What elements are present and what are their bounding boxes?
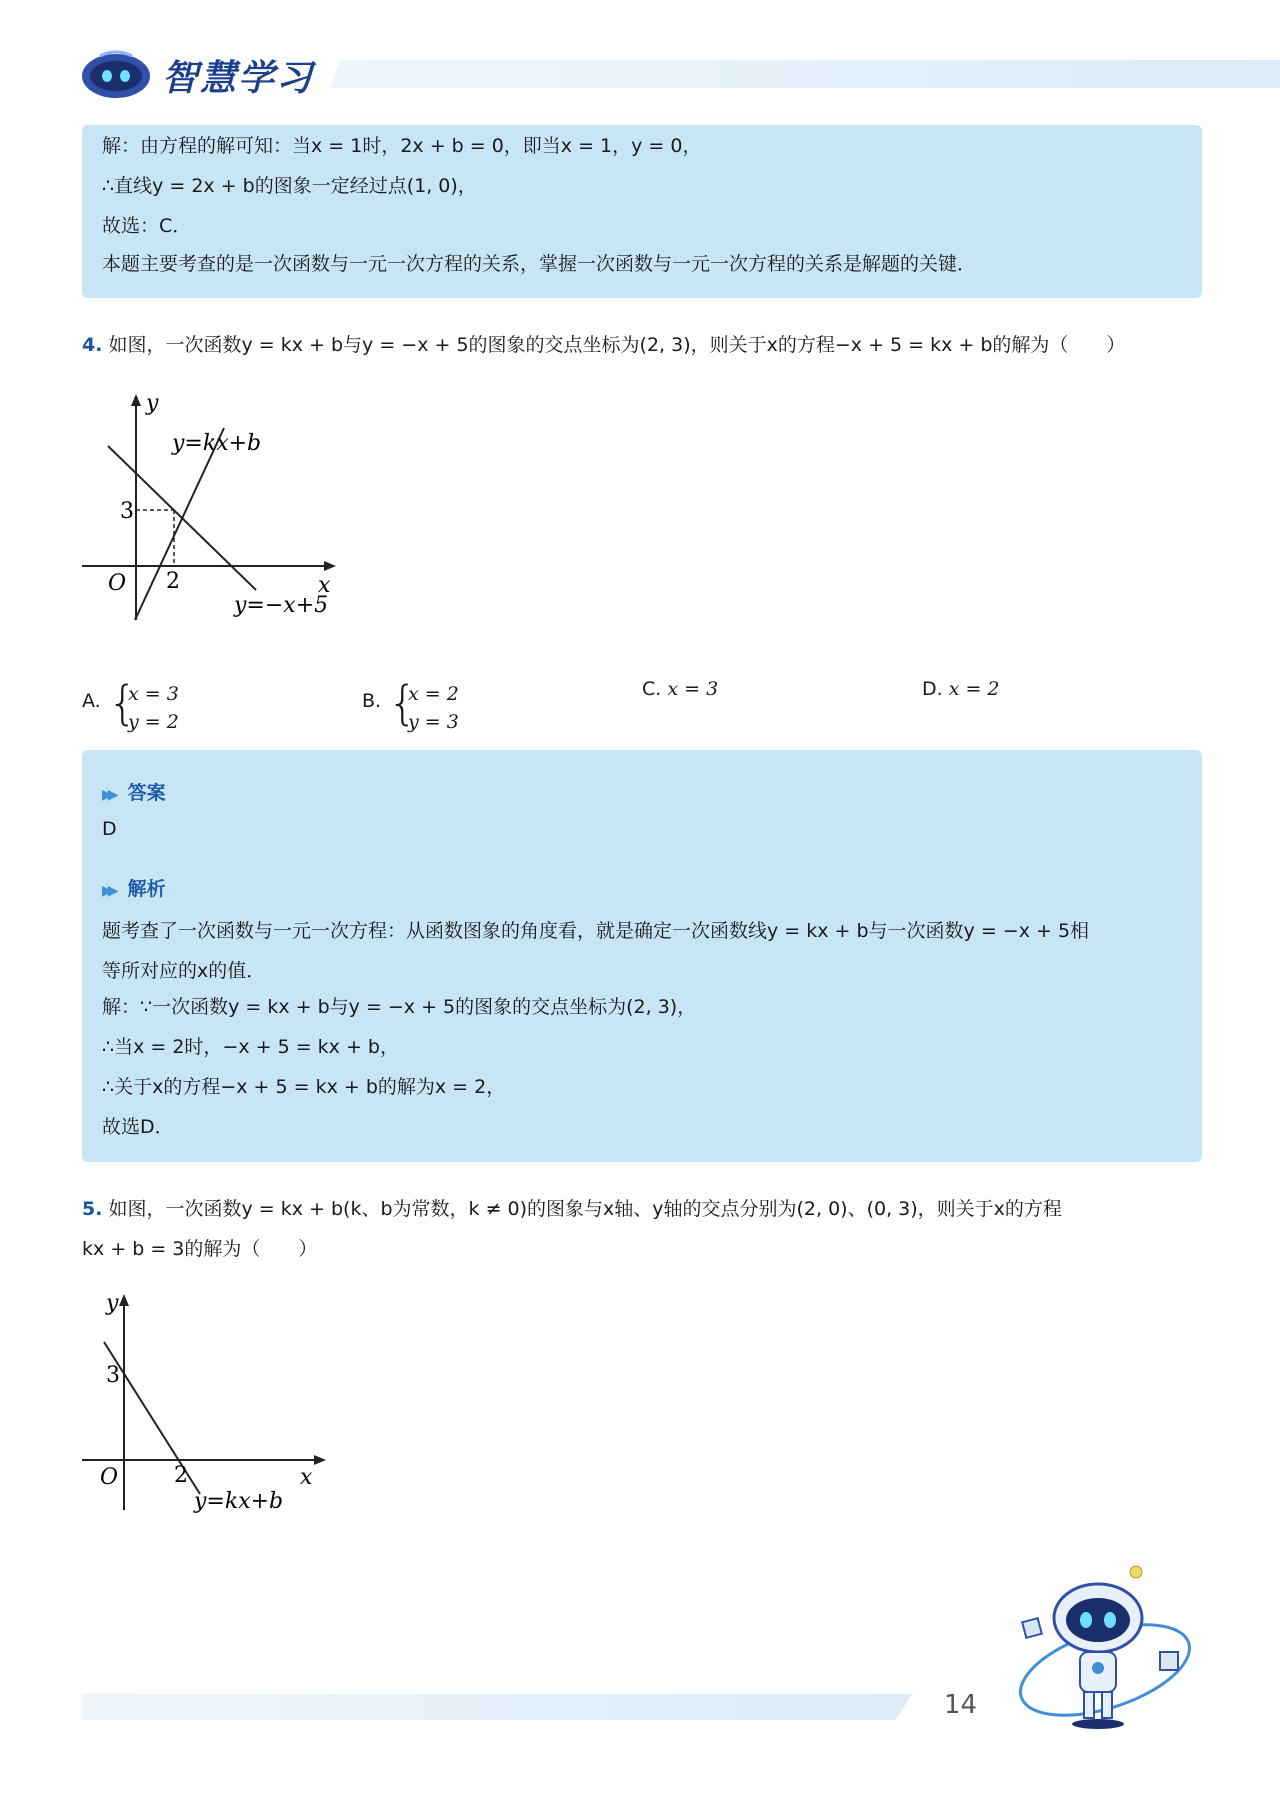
question-5-text-cont: kx + b = 3的解为（ ） [82,1238,318,1260]
brace-icon: { [108,676,138,730]
option-eq1: x = 2 [408,683,459,705]
robot-logo-icon [80,48,152,100]
option-c[interactable] [642,678,718,700]
y-axis-arrow-icon [119,1294,129,1306]
analysis-line: 解：∵一次函数y = kx + b与y = −x + 5的图象的交点坐标为(2, 3)， [102,996,697,1018]
y-axis-arrow-icon [131,394,141,406]
analysis-line: ∴当x = 2时，−x + 5 = kx + b， [102,1036,399,1058]
brace-icon: { [388,676,418,730]
question-number: 5. [82,1198,103,1220]
tick-x: 2 [166,569,180,594]
footer-band [82,1694,912,1720]
option-letter: C. [642,678,662,700]
tick-y: 3 [120,499,134,524]
option-d[interactable] [922,678,1000,700]
option-value: x = 2 [948,678,1000,700]
x-axis-arrow-icon [314,1455,326,1465]
double-chevron-icon: ▶▶ [102,787,114,803]
option-letter: B. [362,690,382,712]
tick-y: 3 [106,1363,120,1388]
option-value: x = 3 [667,678,719,700]
question-4-text [82,330,1125,357]
solution-box-q3 [82,125,1202,298]
analysis-heading [102,874,166,901]
analysis-line: 故选D． [102,1116,174,1138]
solution-line: 解：由方程的解可知：当x = 1时，2x + b = 0，即当x = 1，y = 0， [102,135,702,157]
option-letter: D. [922,678,943,700]
brand-title: 智慧学习 [162,58,315,99]
q4-graph [78,390,338,630]
x-label: x [300,1465,313,1490]
tick-x: 2 [174,1463,188,1488]
option-eq2: y = 3 [408,711,459,733]
robot-mascot-icon [1010,1560,1210,1740]
solution-line: 本题主要考查的是一次函数与一元一次方程的关系，掌握一次函数与一元一次方程的关系是解题的关键． [102,253,977,275]
analysis-line: ∴关于x的方程−x + 5 = kx + b的解为x = 2， [102,1076,506,1098]
solution-line: 故选：C． [102,215,192,237]
option-b[interactable] [362,676,459,733]
line2-label: y=−x+5 [234,593,329,618]
question-number: 4. [82,334,103,356]
answer-heading [102,778,166,805]
answer-box-q4 [82,750,1202,1162]
origin-label: O [108,571,127,596]
option-eq1: x = 3 [128,683,179,705]
x-label: x [318,573,331,598]
page-number: 14 [944,1690,978,1720]
q5-graph [78,1292,328,1520]
double-chevron-icon: ▶▶ [102,883,114,899]
option-a[interactable] [82,676,179,733]
origin-label: O [100,1465,119,1490]
answer-label: 答案 [127,782,166,804]
question-5-text [82,1194,1062,1221]
y-label: y [146,391,159,416]
line1-label: y=kx+b [172,431,262,456]
option-eq2: y = 2 [128,711,179,733]
question-stem: 如图，一次函数y = kx + b与y = −x + 5的图象的交点坐标为(2, 3)，则关于x的方程−x + 5 = kx + b的解为（ ） [108,334,1126,356]
header-band [330,60,1280,88]
x-axis-arrow-icon [324,561,336,571]
analysis-label: 解析 [127,878,166,900]
analysis-line: 题考查了一次函数与一元一次方程：从函数图象的角度看，就是确定一次函数线y = kx + b与一次函数y = −x + 5相 [102,920,1090,942]
answer-value: D [102,818,117,840]
header [80,44,1200,104]
question-stem: 如图，一次函数y = kx + b(k、b为常数，k ≠ 0)的图象与x轴、y轴的交点分别为(2, 0)、(0, 3)，则关于x的方程 [108,1198,1062,1220]
option-letter: A. [82,690,101,712]
line-label: y=kx+b [194,1489,284,1514]
y-label: y [106,1292,119,1316]
solution-line: ∴直线y = 2x + b的图象一定经过点(1, 0)， [102,175,477,197]
analysis-line: 等所对应的x的值． [102,960,266,982]
